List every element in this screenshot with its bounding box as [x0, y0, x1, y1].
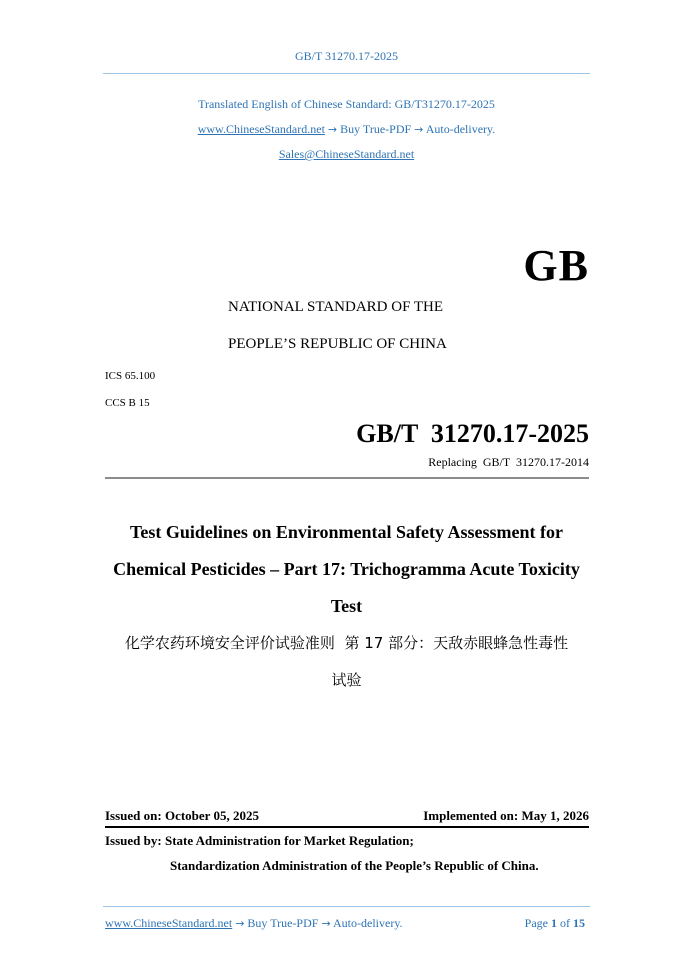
site-link[interactable]: www.ChineseStandard.net	[197, 122, 325, 136]
gb-logo: GB	[523, 241, 589, 290]
standard-number-rule	[105, 477, 589, 479]
national-standard-line1: NATIONAL STANDARD OF THE	[228, 299, 444, 315]
standard-number: GB/T 31270.17-2025	[356, 419, 589, 448]
footer-site-link[interactable]: www.ChineseStandard.net	[105, 916, 233, 930]
translated-notice: Translated English of Chinese Standard: GB/T31270.17-2025	[198, 97, 495, 111]
page-current: 1	[551, 916, 557, 930]
sales-line	[0, 147, 693, 162]
page-label: Page	[524, 916, 548, 930]
footer-auto-delivery-text: Auto-delivery.	[333, 916, 403, 930]
sales-email-link[interactable]: Sales@ChineseStandard.net	[278, 147, 415, 161]
footer-buy-text: Buy True-PDF	[247, 916, 319, 930]
title-line-3: Test	[330, 596, 363, 616]
purchase-line	[0, 122, 693, 137]
arrow-right-icon: →	[235, 917, 245, 930]
issued-by-line-2: Standardization Administration of the People’s Republic of China.	[170, 858, 539, 873]
replacing-standard: Replacing GB/T 31270.17-2014	[428, 455, 589, 469]
national-standard-line2: PEOPLE’S REPUBLIC OF CHINA	[228, 336, 447, 352]
ics-code: ICS 65.100	[105, 370, 156, 382]
page-indicator	[525, 916, 585, 931]
footer-divider	[103, 906, 590, 907]
buy-text: Buy True-PDF	[340, 122, 412, 136]
header-divider	[103, 73, 590, 74]
implemented-on: Implemented on: May 1, 2026	[423, 808, 589, 823]
title-line-2: Chemical Pesticides – Part 17: Trichogramma Acute Toxicity	[113, 559, 580, 579]
auto-delivery-text: Auto-delivery.	[425, 122, 496, 136]
issued-rule	[105, 826, 589, 828]
running-header-doc-number: GB/T 31270.17-2025	[294, 49, 399, 63]
page-total: 15	[573, 916, 585, 930]
arrow-right-icon: →	[327, 123, 338, 136]
issued-by-line-1: Issued by: State Administration for Market Regulation;	[105, 833, 414, 848]
page-of: of	[560, 916, 570, 930]
arrow-right-icon: →	[414, 123, 424, 136]
title-line-1: Test Guidelines on Environmental Safety Assessment for	[129, 522, 564, 542]
chinese-title-line-1: 化学农药环境安全评价试验准则 第 17 部分：天敌赤眼蜂急性毒性	[124, 634, 569, 652]
arrow-right-icon: →	[321, 917, 331, 930]
ccs-code: CCS B 15	[105, 397, 150, 409]
footer-purchase-line	[105, 916, 403, 931]
chinese-title-line-2: 试验	[331, 671, 362, 689]
issued-on: Issued on: October 05, 2025	[105, 808, 259, 823]
